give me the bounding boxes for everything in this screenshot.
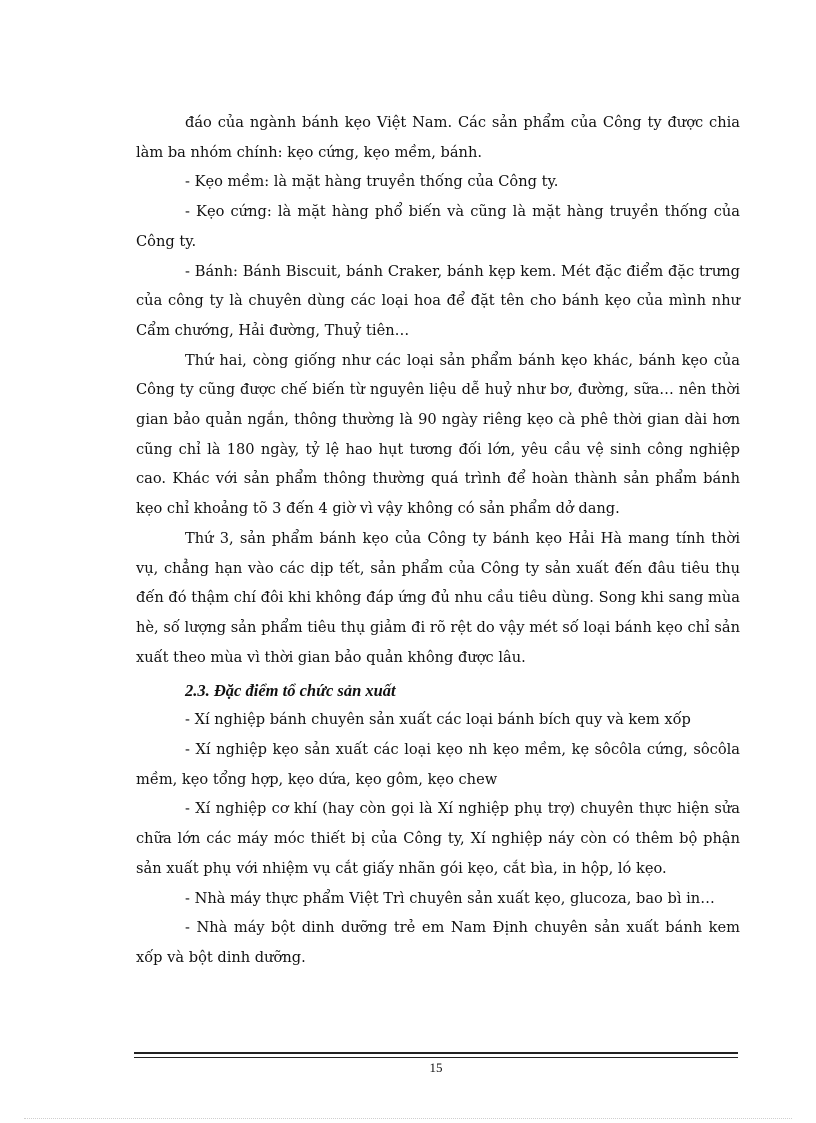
paragraph-nam-dinh-plant: - Nhà máy bột dinh dưỡng trẻ em Nam Định chuyên sản xuất bánh kem xốp và bột dinh dưỡng. xyxy=(136,919,740,966)
paragraph-intro: đáo của ngành bánh kẹo Việt Nam. Các sản phẩm của Công ty được chia làm ba nhóm chính: kẹo cứng, kẹo mềm, bánh. xyxy=(136,114,740,161)
paragraph-candy-factory: - Xí nghiệp kẹo sản xuất các loại kẹo nh kẹo mềm, kẹ sôcôla cứng, sôcôla mềm, kẹo tổng hợp, kẹo dứa, kẹo gôm, kẹo chew xyxy=(136,741,740,788)
paragraph-third-feature: Thứ 3, sản phẩm bánh kẹo của Công ty bánh kẹo Hải Hà mang tính thời vụ, chẳng hạn vào các dịp tết, sản phẩm của Công ty sản xuất đến đâu tiêu thụ đến đó thậm chí đôi khi không đáp ứng đủ nhu cầu tiêu dùng. Song khi sang mùa hè, số lượng sản phẩm tiêu thụ giảm đi rõ rệt do vậy mét số loại bánh kẹo chỉ sản xuất theo mùa vì thời gian bảo quản không được lâu. xyxy=(136,529,740,666)
section-heading: 2.3. Đặc điểm tổ chức sản xuất xyxy=(185,681,396,701)
paragraph-mechanical-factory: - Xí nghiệp cơ khí (hay còn gọi là Xí nghiệp phụ trợ) chuyên thực hiện sửa chữa lớn các máy móc thiết bị của Công ty, Xí nghiệp náy còn có thêm bộ phận sản xuất phụ với nhiệm vụ cắt giấy nhãn gói kẹo, cắt bìa, in hộp, ló kẹo. xyxy=(136,800,740,877)
paragraph-cakes: - Bánh: Bánh Biscuit, bánh Craker, bánh kẹp kem. Mét đặc điểm đặc trưng của công ty là chuyên dùng các loại hoa để đặt tên cho bánh kẹo của mình như Cẩm chướng, Hải đường, Thuỷ tiên… xyxy=(136,262,740,339)
paragraph-hard-candy: - Kẹo cứng: là mặt hàng phổ biến và cũng là mặt hàng truyền thống của Công ty. xyxy=(136,203,740,250)
paragraph-cake-factory: - Xí nghiệp bánh chuyên sản xuất các loại bánh bích quy và kem xốp xyxy=(185,711,691,729)
footer-rule xyxy=(134,1052,738,1057)
paragraph-viet-tri-plant: - Nhà máy thực phẩm Việt Trì chuyên sản xuất kẹo, glucoza, bao bì in… xyxy=(185,889,715,907)
page-edge-divider xyxy=(24,1118,792,1119)
paragraph-soft-candy: - Kẹo mềm: là mặt hàng truyền thống của Công ty. xyxy=(185,173,559,191)
paragraph-second-feature: Thứ hai, còng giống như các loại sản phẩm bánh kẹo khác, bánh kẹo của Công ty cũng được chế biến từ nguyên liệu dễ huỷ như bơ, đường, sữa… nên thời gian bảo quản ngắn, thông thường là 90 ngày riêng kẹo cà phê thời gian dài hơn cũng chỉ là 180 ngày, tỷ lệ hao hụt tương đối lớn, yêu cầu vệ sinh công nghiệp cao. Khác với sản phẩm thông thường quá trình để hoàn thành sản phẩm bánh kẹo chỉ khoảng tõ 3 đến 4 giờ vì vậy không có sản phẩm dở dang. xyxy=(136,351,740,518)
body-text xyxy=(136,108,740,973)
page-number: 15 xyxy=(429,1060,443,1075)
